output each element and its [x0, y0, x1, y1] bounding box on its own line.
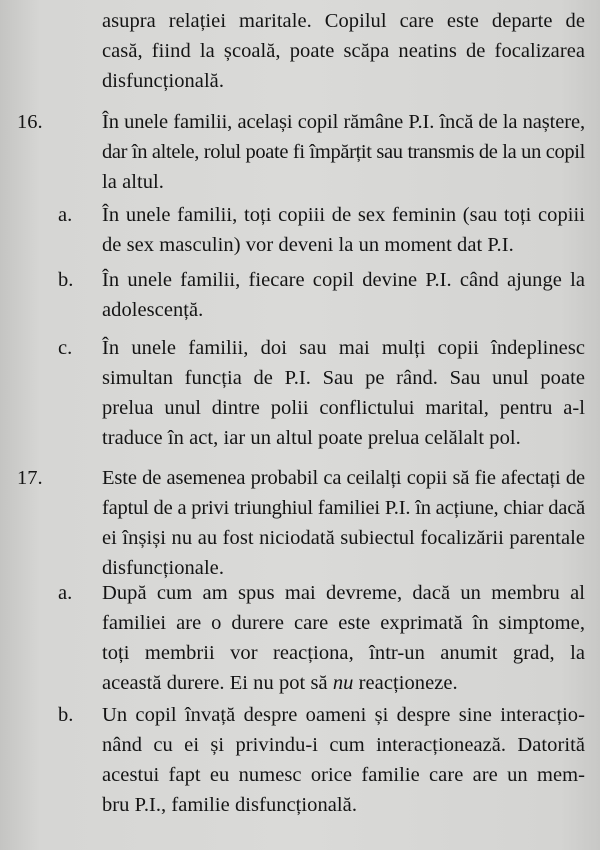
subitem-letter-16b: b.	[58, 269, 74, 291]
item-16-paragraph	[102, 107, 585, 197]
text-line: toți membrii vor reacționa, într-un anumit grad, la	[102, 642, 585, 664]
text-line: Un copil învață despre oameni și despre sine interacțio-	[102, 704, 585, 726]
text-line: faptul de a privi triunghiul familiei P.I. în acțiune, chiar dacă	[102, 497, 585, 519]
text-line: În unele familii, același copil rămâne P.I. încă de la naștere,	[102, 111, 585, 133]
emphasis-word: nu	[332, 672, 354, 694]
text-line: casă, fiind la școală, poate scăpa neatins de focalizarea	[102, 40, 585, 62]
subitem-16a-paragraph	[102, 200, 585, 260]
text-line: simultan funcția de P.I. Sau pe rând. Sau unul poate	[102, 367, 585, 389]
item-17-paragraph	[102, 463, 585, 583]
text-line: dar în altele, rolul poate fi împărțit sau transmis de la un copil	[102, 141, 585, 163]
text-line: de sex masculin) vor deveni la un moment dat P.I.	[102, 234, 514, 256]
text-line: ei înșiși nu au fost niciodată subiectul focalizării parentale	[102, 527, 585, 549]
text-line: adolescență.	[102, 299, 204, 321]
text-line: disfuncționale.	[102, 557, 225, 579]
subitem-17a-paragraph	[102, 578, 585, 698]
text-line: După cum am spus mai devreme, dacă un membru al	[102, 582, 585, 604]
text-line: prelua unul dintre polii conflictului marital, pentru a-l	[102, 397, 585, 419]
text-line: asupra relației maritale. Copilul care este departe de	[102, 10, 585, 32]
text-line: nând cu ei și privindu-i cum interacționează. Datorită	[102, 734, 585, 756]
text-fragment: această durere. Ei nu pot să	[102, 672, 328, 694]
subitem-16c-paragraph	[102, 333, 585, 453]
item-number-17: 17.	[17, 467, 43, 489]
subitem-letter-16c: c.	[58, 337, 73, 359]
text-line: la altul.	[102, 171, 164, 193]
text-line: bru P.I., familie disfuncțională.	[102, 794, 357, 816]
subitem-16b-paragraph	[102, 265, 585, 325]
text-line: În unele familii, toți copiii de sex feminin (sau toți copiii	[102, 204, 585, 226]
text-line: disfuncțională.	[102, 70, 225, 92]
subitem-letter-17b: b.	[58, 704, 74, 726]
text-line: traduce în act, iar un altul poate prelua celălalt pol.	[102, 427, 521, 449]
text-line: familiei are o durere care este exprimată în simptome,	[102, 612, 585, 634]
text-fragment: reacționeze.	[358, 672, 458, 694]
text-line: acestui fapt eu numesc orice familie care are un mem-	[102, 764, 585, 786]
subitem-letter-17a: a.	[58, 582, 73, 604]
text-line	[102, 668, 585, 698]
subitem-17b-paragraph	[102, 700, 585, 820]
text-line: În unele familii, fiecare copil devine P.I. când ajunge la	[102, 269, 585, 291]
subitem-letter-16a: a.	[58, 204, 73, 226]
text-line: În unele familii, doi sau mai mulți copii îndeplinesc	[102, 337, 585, 359]
item-number-16: 16.	[17, 111, 43, 133]
continuation-paragraph	[102, 6, 585, 96]
text-line: Este de asemenea probabil ca ceilalți copii să fie afectați de	[102, 467, 585, 489]
